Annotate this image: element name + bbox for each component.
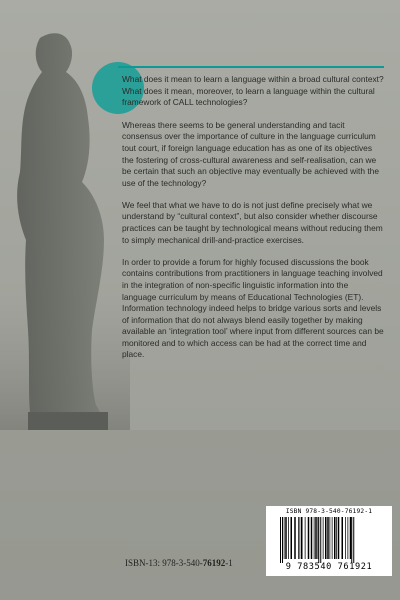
- blurb: [122, 74, 384, 372]
- paragraph-1: Whereas there seems to be general understanding and tacit consensus over the importance of culture in the language curriculum tout court, if foreign language education has as one of its objectives the fostering of cross-cultural awareness and self-realisation, can we be certain that such an objective may eventually be achieved with the use of the technology?: [122, 119, 379, 188]
- statue-silhouette: [17, 33, 104, 412]
- barcode-bar: [318, 517, 319, 559]
- statue-plinth: [28, 412, 108, 430]
- barcode-bar: [325, 517, 327, 559]
- barcode-bar: [348, 517, 349, 559]
- barcode-bar: [300, 517, 301, 559]
- barcode-guard-bar: [282, 517, 283, 563]
- barcode-bar: [345, 517, 346, 559]
- barcode-bars: [280, 517, 384, 563]
- isbn-prefix: ISBN-13: 978-3-540-: [125, 558, 203, 568]
- isbn-bold-part: 76192: [202, 558, 226, 568]
- barcode-bar: [285, 517, 287, 559]
- barcode-bar: [298, 517, 299, 559]
- barcode-bar: [330, 517, 331, 559]
- barcode-bar: [342, 517, 344, 559]
- barcode-bar: [338, 517, 340, 559]
- barcode-guard-bar: [318, 517, 319, 563]
- barcode-digits: 9 783540 761921: [285, 562, 373, 572]
- barcode-isbn-label: ISBN 978-3-540-76192-1: [285, 508, 373, 515]
- barcode-bar: [336, 517, 337, 559]
- accent-line: [118, 66, 384, 68]
- barcode-bar: [308, 517, 310, 559]
- isbn-13-line: [125, 558, 233, 568]
- barcode-bar: [334, 517, 336, 559]
- barcode-bar: [323, 517, 324, 559]
- barcode-bar: [332, 517, 333, 559]
- barcode-bar: [291, 517, 293, 559]
- isbn-suffix: -1: [225, 558, 233, 568]
- barcode-bar: [350, 517, 352, 559]
- barcode-bar: [311, 517, 313, 559]
- barcode-bar: [284, 517, 285, 559]
- question-1: What does it mean to learn a language within a broad cultural context?: [122, 74, 384, 84]
- barcode-guard-bar: [353, 517, 354, 563]
- barcode: [266, 506, 392, 576]
- barcode-bar: [327, 517, 329, 559]
- paragraph-2: We feel that what we have to do is not just define precisely what we understand by “cultural context”, but also consider whether discourse practices can be taught by technological means without reducing them to simply mechanical drill-and-practice exercises.: [122, 199, 383, 245]
- barcode-bar: [301, 517, 303, 559]
- barcode-guard-bar: [351, 517, 352, 563]
- question-2: What does it mean, moreover, to learn a language within the cultural framework of CALL technologies?: [122, 85, 375, 108]
- barcode-guard-bar: [280, 517, 281, 563]
- barcode-bar: [315, 517, 317, 559]
- barcode-guard-bar: [320, 517, 321, 563]
- barcode-bar: [305, 517, 306, 559]
- paragraph-3: In order to provide a forum for highly focused discussions the book contains contributions from practitioners in language teaching involved in the integration of non-specific linguistic information into the language curriculum by means of Educational Technologies (ET). Information technology indeed helps to bridge various sorts and levels of information that do not always blend easily together by making available an ‘integration tool’ where input from different sources can be monitored and to which access can be had at the correct time and place.: [122, 256, 384, 360]
- barcode-bar: [288, 517, 289, 559]
- barcode-bar: [294, 517, 296, 559]
- barcode-bar: [314, 517, 315, 559]
